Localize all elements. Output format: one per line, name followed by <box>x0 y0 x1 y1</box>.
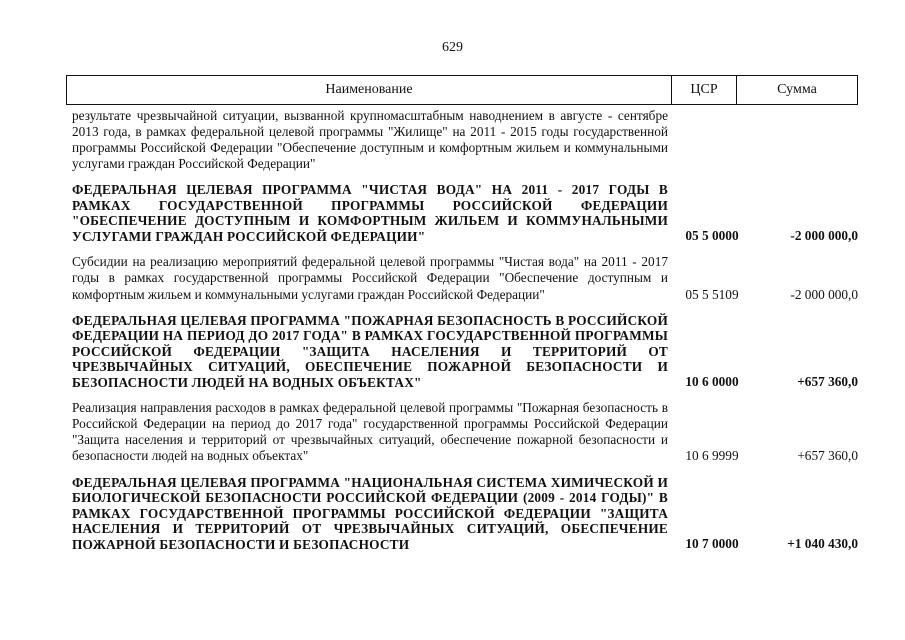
table-row <box>72 475 858 553</box>
table-row <box>72 400 858 464</box>
table-header <box>66 75 858 105</box>
column-header-csr: ЦСР <box>672 76 737 104</box>
table-row <box>72 313 858 391</box>
row-sum: +657 360,0 <box>797 374 858 390</box>
table-body <box>72 108 858 552</box>
column-header-sum: Сумма <box>777 82 817 97</box>
row-name: Субсидии на реализацию мероприятий федеральной целевой программы "Чистая вода" на 2011 - 2017 годы в рамках государственной программы Российской Федерации "Обеспечение доступным и комфортным жильем и коммунальными услугами граждан Российской Федерации" <box>72 254 668 302</box>
table-row <box>72 108 858 172</box>
column-header-name: Наименование <box>67 76 672 104</box>
row-code: 05 5 5109 <box>685 286 739 302</box>
row-sum: +1 040 430,0 <box>787 535 858 551</box>
row-sum: -2 000 000,0 <box>790 228 858 244</box>
row-code: 10 6 0000 <box>685 374 739 390</box>
row-sum: -2 000 000,0 <box>790 286 858 302</box>
page-number: 629 <box>442 40 463 55</box>
table-row <box>72 182 858 244</box>
row-code: 10 7 0000 <box>685 535 739 551</box>
row-sum: +657 360,0 <box>797 448 858 464</box>
row-code: 10 6 9999 <box>685 448 739 464</box>
row-code: 05 5 0000 <box>685 228 739 244</box>
row-name: ФЕДЕРАЛЬНАЯ ЦЕЛЕВАЯ ПРОГРАММА "ЧИСТАЯ ВОДА" НА 2011 - 2017 ГОДЫ В РАМКАХ ГОСУДАРСТВЕННОЙ ПРОГРАММЫ РОССИЙСКОЙ ФЕДЕРАЦИИ "ОБЕСПЕЧЕНИЕ ДОСТУПНЫМ И КОМФОРТНЫМ ЖИЛЬЕМ И КОММУНАЛЬНЫМИ УСЛУГАМИ ГРАЖДАН РОССИЙСКОЙ ФЕДЕРАЦИИ" <box>72 182 668 244</box>
row-name: Реализация направления расходов в рамках федеральной целевой программы "Пожарная безопасность в Российской Федерации на период до 2017 года" государственной программы Российской Федерации "Защита населения и территорий от чрезвычайных ситуаций, обеспечение пожарной безопасности и безопасности людей на водных объектах" <box>72 400 668 464</box>
row-name: ФЕДЕРАЛЬНАЯ ЦЕЛЕВАЯ ПРОГРАММА "ПОЖАРНАЯ БЕЗОПАСНОСТЬ В РОССИЙСКОЙ ФЕДЕРАЦИИ НА ПЕРИОД ДО 2017 ГОДА" В РАМКАХ ГОСУДАРСТВЕННОЙ ПРОГРАММЫ РОССИЙСКОЙ ФЕДЕРАЦИИ "ЗАЩИТА НАСЕЛЕНИЯ И ТЕРРИТОРИЙ ОТ ЧРЕЗВЫЧАЙНЫХ СИТУАЦИЙ, ОБЕСПЕЧЕНИЕ ПОЖАРНОЙ БЕЗОПАСНОСТИ И БЕЗОПАСНОСТИ ЛЮДЕЙ НА ВОДНЫХ ОБЪЕКТАХ" <box>72 312 668 390</box>
row-name: результате чрезвычайной ситуации, вызванной крупномасштабным наводнением в августе - сентябре 2013 года, в рамках федеральной целевой программы "Жилище" на 2011 - 2015 годы государственной программы Российской Федерации "Обеспечение доступным и комфортным жильем и коммунальными услугами граждан Российской Федерации" <box>72 108 668 172</box>
row-name: ФЕДЕРАЛЬНАЯ ЦЕЛЕВАЯ ПРОГРАММА "НАЦИОНАЛЬНАЯ СИСТЕМА ХИМИЧЕСКОЙ И БИОЛОГИЧЕСКОЙ БЕЗОПАСНОСТИ РОССИЙСКОЙ ФЕДЕРАЦИИ (2009 - 2014 ГОДЫ)" В РАМКАХ ГОСУДАРСТВЕННОЙ ПРОГРАММЫ РОССИЙСКОЙ ФЕДЕРАЦИИ "ЗАЩИТА НАСЕЛЕНИЯ И ТЕРРИТОРИЙ ОТ ЧРЕЗВЫЧАЙНЫХ СИТУАЦИЙ, ОБЕСПЕЧЕНИЕ ПОЖАРНОЙ БЕЗОПАСНОСТИ И БЕЗОПАСНОСТИ <box>72 474 668 552</box>
table-row <box>72 254 858 302</box>
